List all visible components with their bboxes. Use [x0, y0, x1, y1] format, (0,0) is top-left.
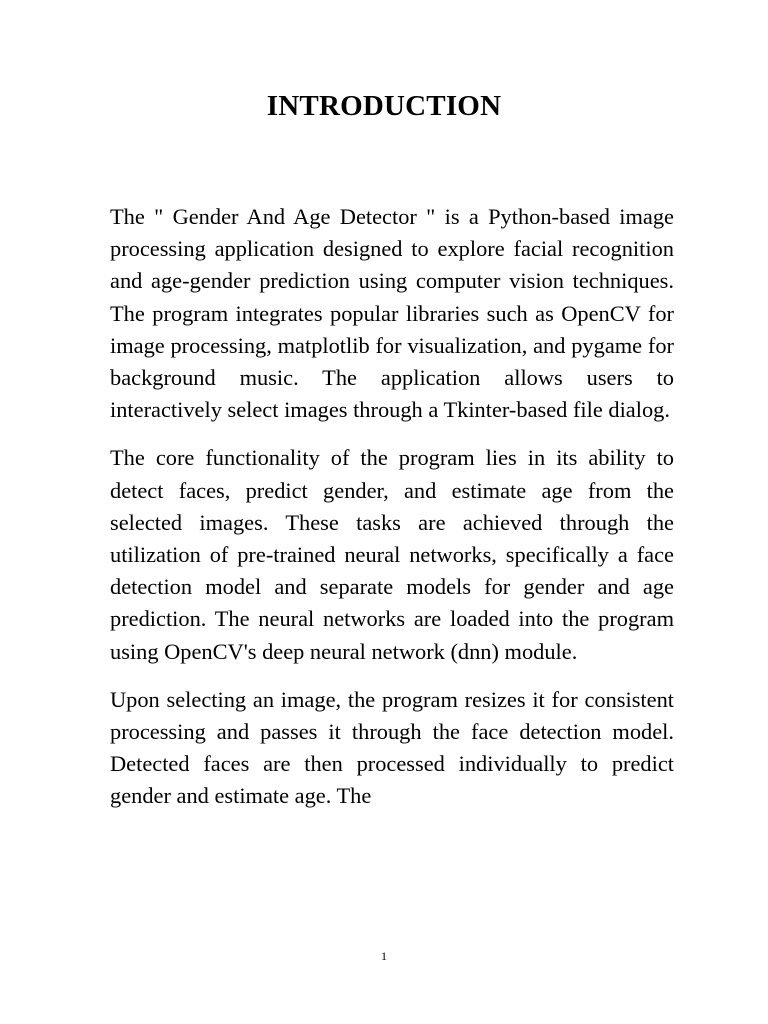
- body-text: [110, 201, 674, 829]
- paragraph-1: The " Gender And Age Detector " is a Python-based image processing application designed to explore facial recognition and age-gender prediction using computer vision techniques. The program integrates popular libraries such as OpenCV for image processing, matplotlib for visualization, and pygame for background music. The application allows users to interactively select images through a Tkinter-based file dialog.: [110, 204, 674, 423]
- page-number: 1: [381, 949, 387, 963]
- page-title: INTRODUCTION: [266, 90, 502, 122]
- paragraph-2: The core functionality of the program lies in its ability to detect faces, predict gender, and estimate age from the selected images. These tasks are achieved through the utilization of pre-trained neural networks, specifically a face detection model and separate models for gender and age prediction. The neural networks are loaded into the program using OpenCV's deep neural network (dnn) module.: [110, 445, 674, 664]
- paragraph-3: Upon selecting an image, the program resizes it for consistent processing and passes it through the face detection model. Detected faces are then processed individually to predict gender and estimate age. The: [110, 686, 674, 809]
